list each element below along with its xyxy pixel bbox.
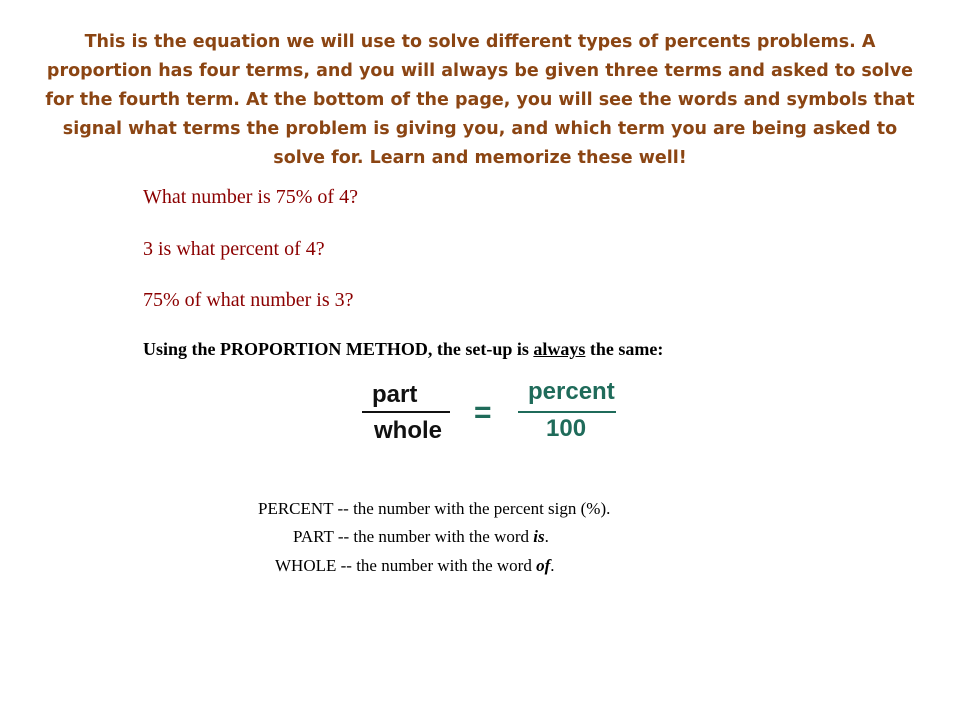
method-suffix: the same: [585,339,664,359]
definition-whole-suffix: . [550,556,555,575]
method-emphasis: always [533,339,586,359]
method-statement [143,338,663,360]
formula-right-fraction-bar [518,411,616,413]
intro-paragraph: This is the equation we will use to solve different types of percents problems. A proportion has four terms, and you will always be given three terms and asked to solve for the fourth term. At the bottom of the page, you will see the words and symbols that signal what terms the problem is giving you, and which term you are being asked to solve for. Learn and memorize these well! [45,32,915,168]
method-prefix: Using the PROPORTION METHOD, the set-up is [143,339,534,359]
formula-equals-sign: = [474,396,492,429]
formula-whole-denominator: whole [374,417,443,444]
definition-part-prefix: PART -- the number with the word [293,527,534,546]
formula-percent-numerator: percent [528,378,615,405]
definition-whole [275,555,555,577]
definition-percent: PERCENT -- the number with the percent sign (%). [258,499,611,518]
example-question-2: 3 is what percent of 4? [143,238,325,260]
definition-part-keyword: is [533,527,545,546]
definition-part-suffix: . [544,527,549,546]
example-question-3: 75% of what number is 3? [143,289,354,311]
definition-whole-keyword: of [536,556,551,575]
formula-hundred-denominator: 100 [546,415,587,442]
formula-part-numerator: part [372,381,418,408]
formula-left-fraction-bar [362,411,450,413]
definition-part [293,526,549,548]
definition-whole-prefix: WHOLE -- the number with the word [275,556,537,575]
example-question-1: What number is 75% of 4? [143,186,358,208]
